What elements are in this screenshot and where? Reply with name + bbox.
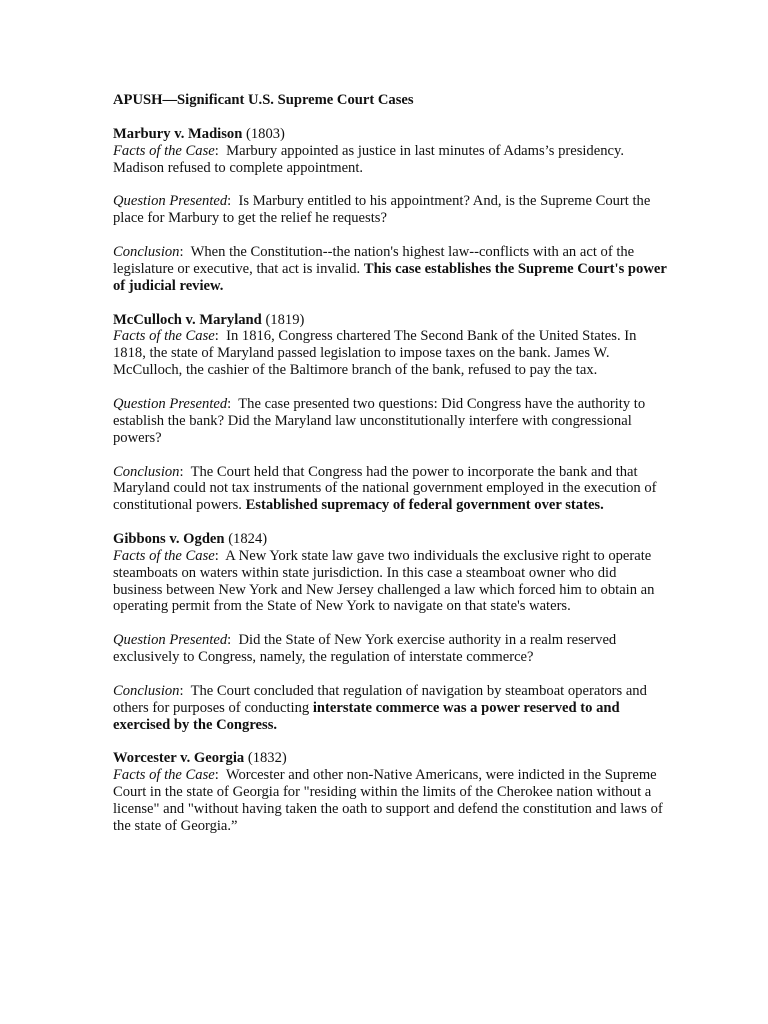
- case-name: Marbury v. Madison: [113, 125, 243, 142]
- conclusion-paragraph: Conclusion: When the Constitution--the nation's highest law--conflicts with an act of the legislature or executive, that act is invalid. This case establishes the Supreme Court's power of judicial review.: [113, 244, 667, 294]
- facts-text: Marbury appointed as justice in last minutes of Adams’s presidency. Madison refused to complete appointment.: [113, 142, 624, 176]
- facts-text: Worcester and other non-Native Americans, were indicted in the Supreme Court in the state of Georgia for "residing within the limits of the Cherokee nation without a license" and "without having taken the oath to support and defend the constitution and laws of the state of Georgia.”: [113, 767, 663, 834]
- question-paragraph: Question Presented: Did the State of New York exercise authority in a realm reserved exclusively to Congress, namely, the regulation of interstate commerce?: [113, 632, 617, 666]
- facts-paragraph: Facts of the Case: Marbury appointed as justice in last minutes of Adams’s presidency. Madison refused to complete appointment.: [113, 142, 624, 176]
- case-conclusion: [113, 464, 668, 515]
- facts-label: Facts of the Case: [113, 142, 215, 159]
- facts-paragraph: Facts of the Case: In 1816, Congress chartered The Second Bank of the United States. In 1818, the state of Maryland passed legislation to impose taxes on the bank. James W. McCulloch, the cashier of the Baltimore branch of the bank, refused to pay the tax.: [113, 328, 637, 379]
- facts-label: Facts of the Case: [113, 547, 215, 564]
- facts-paragraph: Facts of the Case: A New York state law gave two individuals the exclusive right to operate steamboats on waters within state jurisdiction. In this case a steamboat owner who did business between New York and New Jersey challenged a law which forced him to obtain an operating permit from the State of New York to navigate on that state's waters.: [113, 547, 655, 615]
- conclusion-paragraph: Conclusion: The Court concluded that regulation of navigation by steamboat operators and others for purposes of conducting interstate commerce was a power reserved to and exercised by the Congress.: [113, 682, 647, 733]
- facts-paragraph: Facts of the Case: Worcester and other non-Native Americans, were indicted in the Supreme Court in the state of Georgia for "residing within the limits of the Cherokee nation without a license" and "without having taken the oath to support and defend the constitution and laws of the state of Georgia.”: [113, 767, 663, 834]
- conclusion-text: When the Constitution--the nation's highest law--conflicts with an act of the legislature or executive, that act is invalid.: [113, 244, 635, 277]
- case-year: (1824): [228, 531, 268, 548]
- case-gibbons-v-ogden: [113, 531, 668, 733]
- question-paragraph: Question Presented: The case presented two questions: Did Congress have the authority to establish the bank? Did the Maryland law unconstitutionally interfere with congressional powers?: [113, 395, 646, 446]
- question-paragraph: Question Presented: Is Marbury entitled to his appointment? And, is the Supreme Court the place for Marbury to get the relief he requests?: [113, 193, 651, 227]
- question-label: Question Presented: [113, 395, 228, 412]
- case-marbury-v-madison: [113, 126, 668, 295]
- conclusion-label: Conclusion: [113, 463, 180, 480]
- question-label: Question Presented: [113, 632, 228, 649]
- conclusion-emphasis: Established supremacy of federal government over states.: [245, 497, 604, 514]
- case-heading: [113, 531, 668, 548]
- conclusion-emphasis: interstate commerce was a power reserved to and exercised by the Congress.: [113, 699, 620, 733]
- question-label: Question Presented: [113, 193, 228, 210]
- conclusion-paragraph: Conclusion: The Court held that Congress had the power to incorporate the bank and that Maryland could not tax instruments of the national government employed in the execution of constitutional powers. Established supremacy of federal government over states.: [113, 463, 657, 514]
- case-name: Worcester v. Georgia: [113, 750, 245, 767]
- case-facts: [113, 750, 668, 834]
- case-facts: [113, 531, 668, 615]
- case-facts: [113, 312, 668, 379]
- case-conclusion: [113, 683, 668, 734]
- case-question: [113, 193, 668, 227]
- case-mcculloch-v-maryland: [113, 312, 668, 514]
- conclusion-text: The Court concluded that regulation of navigation by steamboat operators and others for purposes of conducting: [113, 682, 647, 716]
- case-heading: [113, 126, 668, 143]
- facts-label: Facts of the Case: [113, 767, 215, 784]
- case-conclusion: [113, 244, 668, 295]
- facts-label: Facts of the Case: [113, 328, 215, 345]
- question-text: Did the State of New York exercise authority in a realm reserved exclusively to Congress, namely, the regulation of interstate commerce?: [113, 632, 617, 666]
- conclusion-text: The Court held that Congress had the power to incorporate the bank and that Maryland could not tax instruments of the national government employed in the execution of constitutional powers.: [113, 463, 657, 514]
- document-page: [113, 92, 668, 852]
- case-year: (1803): [245, 125, 285, 142]
- case-name: McCulloch v. Maryland: [113, 311, 262, 328]
- case-question: [113, 632, 668, 666]
- case-year: (1832): [247, 750, 287, 767]
- question-text: The case presented two questions: Did Congress have the authority to establish the bank? Did the Maryland law unconstitutionally interfere with congressional powers?: [113, 395, 646, 446]
- case-heading: [113, 750, 668, 767]
- case-facts: [113, 126, 668, 177]
- case-worcester-v-georgia: [113, 750, 668, 834]
- facts-text: In 1816, Congress chartered The Second Bank of the United States. In 1818, the state of Maryland passed legislation to impose taxes on the bank. James W. McCulloch, the cashier of the Baltimore branch of the bank, refused to pay the tax.: [113, 328, 637, 379]
- conclusion-emphasis: This case establishes the Supreme Court's power of judicial review.: [113, 260, 667, 294]
- case-question: [113, 396, 668, 447]
- question-text: Is Marbury entitled to his appointment? And, is the Supreme Court the place for Marbury to get the relief he requests?: [113, 193, 651, 227]
- conclusion-label: Conclusion: [113, 682, 180, 699]
- case-heading: [113, 312, 668, 329]
- document-title: APUSH—Significant U.S. Supreme Court Cases: [113, 92, 414, 108]
- case-year: (1819): [265, 311, 305, 328]
- case-name: Gibbons v. Ogden: [113, 531, 225, 548]
- conclusion-label: Conclusion: [113, 244, 180, 261]
- facts-text: A New York state law gave two individuals the exclusive right to operate steamboats on waters within state jurisdiction. In this case a steamboat owner who did business between New York and New Jersey challenged a law which forced him to obtain an operating permit from the State of New York to navigate on that state's waters.: [113, 547, 655, 615]
